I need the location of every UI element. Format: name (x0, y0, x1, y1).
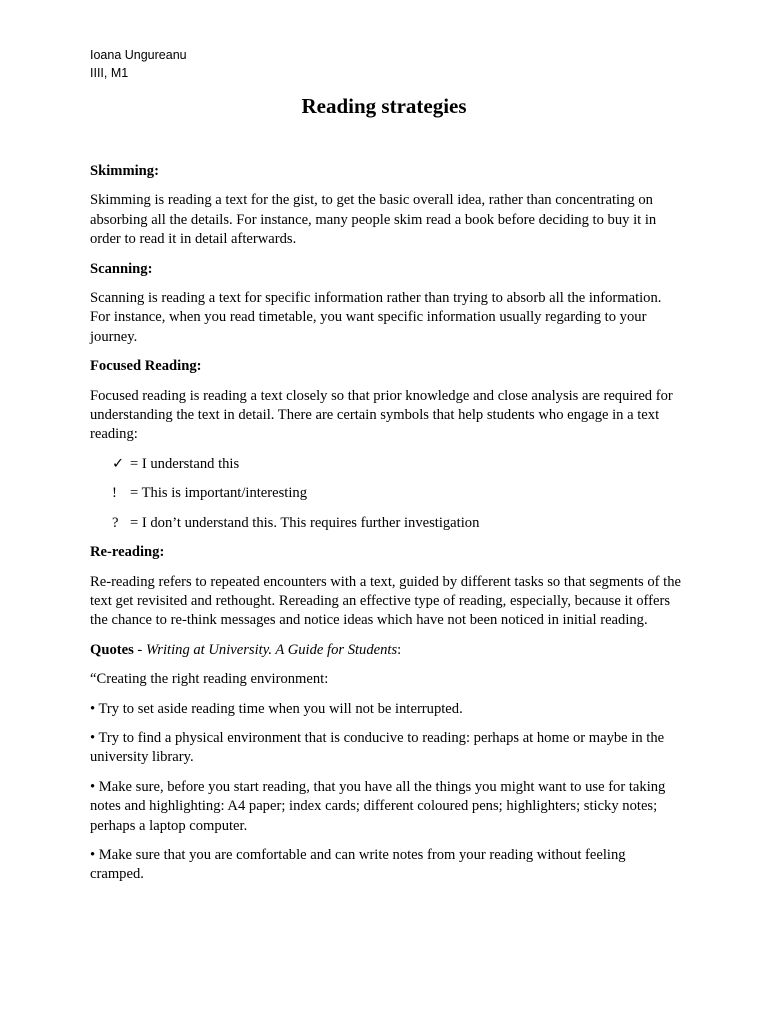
symbol-row-question (90, 514, 682, 533)
quote-bullet: • Try to find a physical environment that is conducive to reading: perhaps at home or maybe in the university library. (90, 729, 665, 766)
skimming-paragraph: Skimming is reading a text for the gist, to get the basic overall idea, rather than concentrating on absorbing all the details. For instance, many people skim read a book before deciding to buy it in order to read it in detail afterwards. (90, 192, 657, 248)
symbol-meaning: = I don’t understand this. This requires further investigation (130, 514, 480, 531)
author-group: IIII, M1 (90, 66, 129, 80)
quotes-colon: : (397, 641, 402, 658)
symbol-row-exclamation (90, 484, 682, 503)
quotes-separator: - (133, 641, 146, 658)
symbol-meaning: = I understand this (130, 455, 240, 472)
scanning-heading: Scanning: (90, 260, 153, 277)
author-name: Ioana Ungureanu (90, 48, 187, 62)
quotes-source-title: Writing at University. A Guide for Students (145, 641, 398, 658)
document-title: Reading strategies (301, 94, 467, 118)
exclamation-icon: ! (112, 485, 117, 502)
rereading-heading: Re-reading: (90, 544, 165, 561)
question-mark-icon: ? (112, 514, 119, 531)
focused-reading-heading: Focused Reading: (90, 358, 202, 375)
quote-bullet: • Try to set aside reading time when you will not be interrupted. (90, 700, 463, 717)
symbol-row-check (90, 455, 682, 474)
quote-bullet: • Make sure, before you start reading, that you have all the things you might want to use for taking notes and highlighting: A4 paper; index cards; different coloured pens; highlighters; sticky notes; perhaps a laptop computer. (90, 778, 666, 834)
checkmark-icon: ✓ (112, 455, 125, 472)
quote-bullet: • Make sure that you are comfortable and can write notes from your reading without feeling cramped. (90, 846, 626, 883)
quotes-label: Quotes (90, 641, 134, 658)
document-header (90, 46, 187, 82)
skimming-heading: Skimming: (90, 163, 159, 179)
quote-intro: “Creating the right reading environment: (90, 671, 329, 688)
quotes-source-line (90, 641, 682, 660)
focused-reading-paragraph: Focused reading is reading a text closely so that prior knowledge and close analysis are required for understanding the text in detail. There are certain symbols that help students who engage in a text reading: (90, 387, 673, 443)
scanning-paragraph: Scanning is reading a text for specific information rather than trying to absorb all the information. For instance, when you read timetable, you want specific information usually regarding to your journey. (90, 290, 662, 345)
symbol-meaning: = This is important/interesting (130, 485, 307, 502)
rereading-paragraph: Re-reading refers to repeated encounters with a text, guided by different tasks so that segments of the text get revisited and rethought. Rereading an effective type of reading, especially, because it offers the chance to re-think messages and notice ideas which have not been noticed in initial reading. (90, 573, 681, 629)
document-body (90, 162, 682, 895)
